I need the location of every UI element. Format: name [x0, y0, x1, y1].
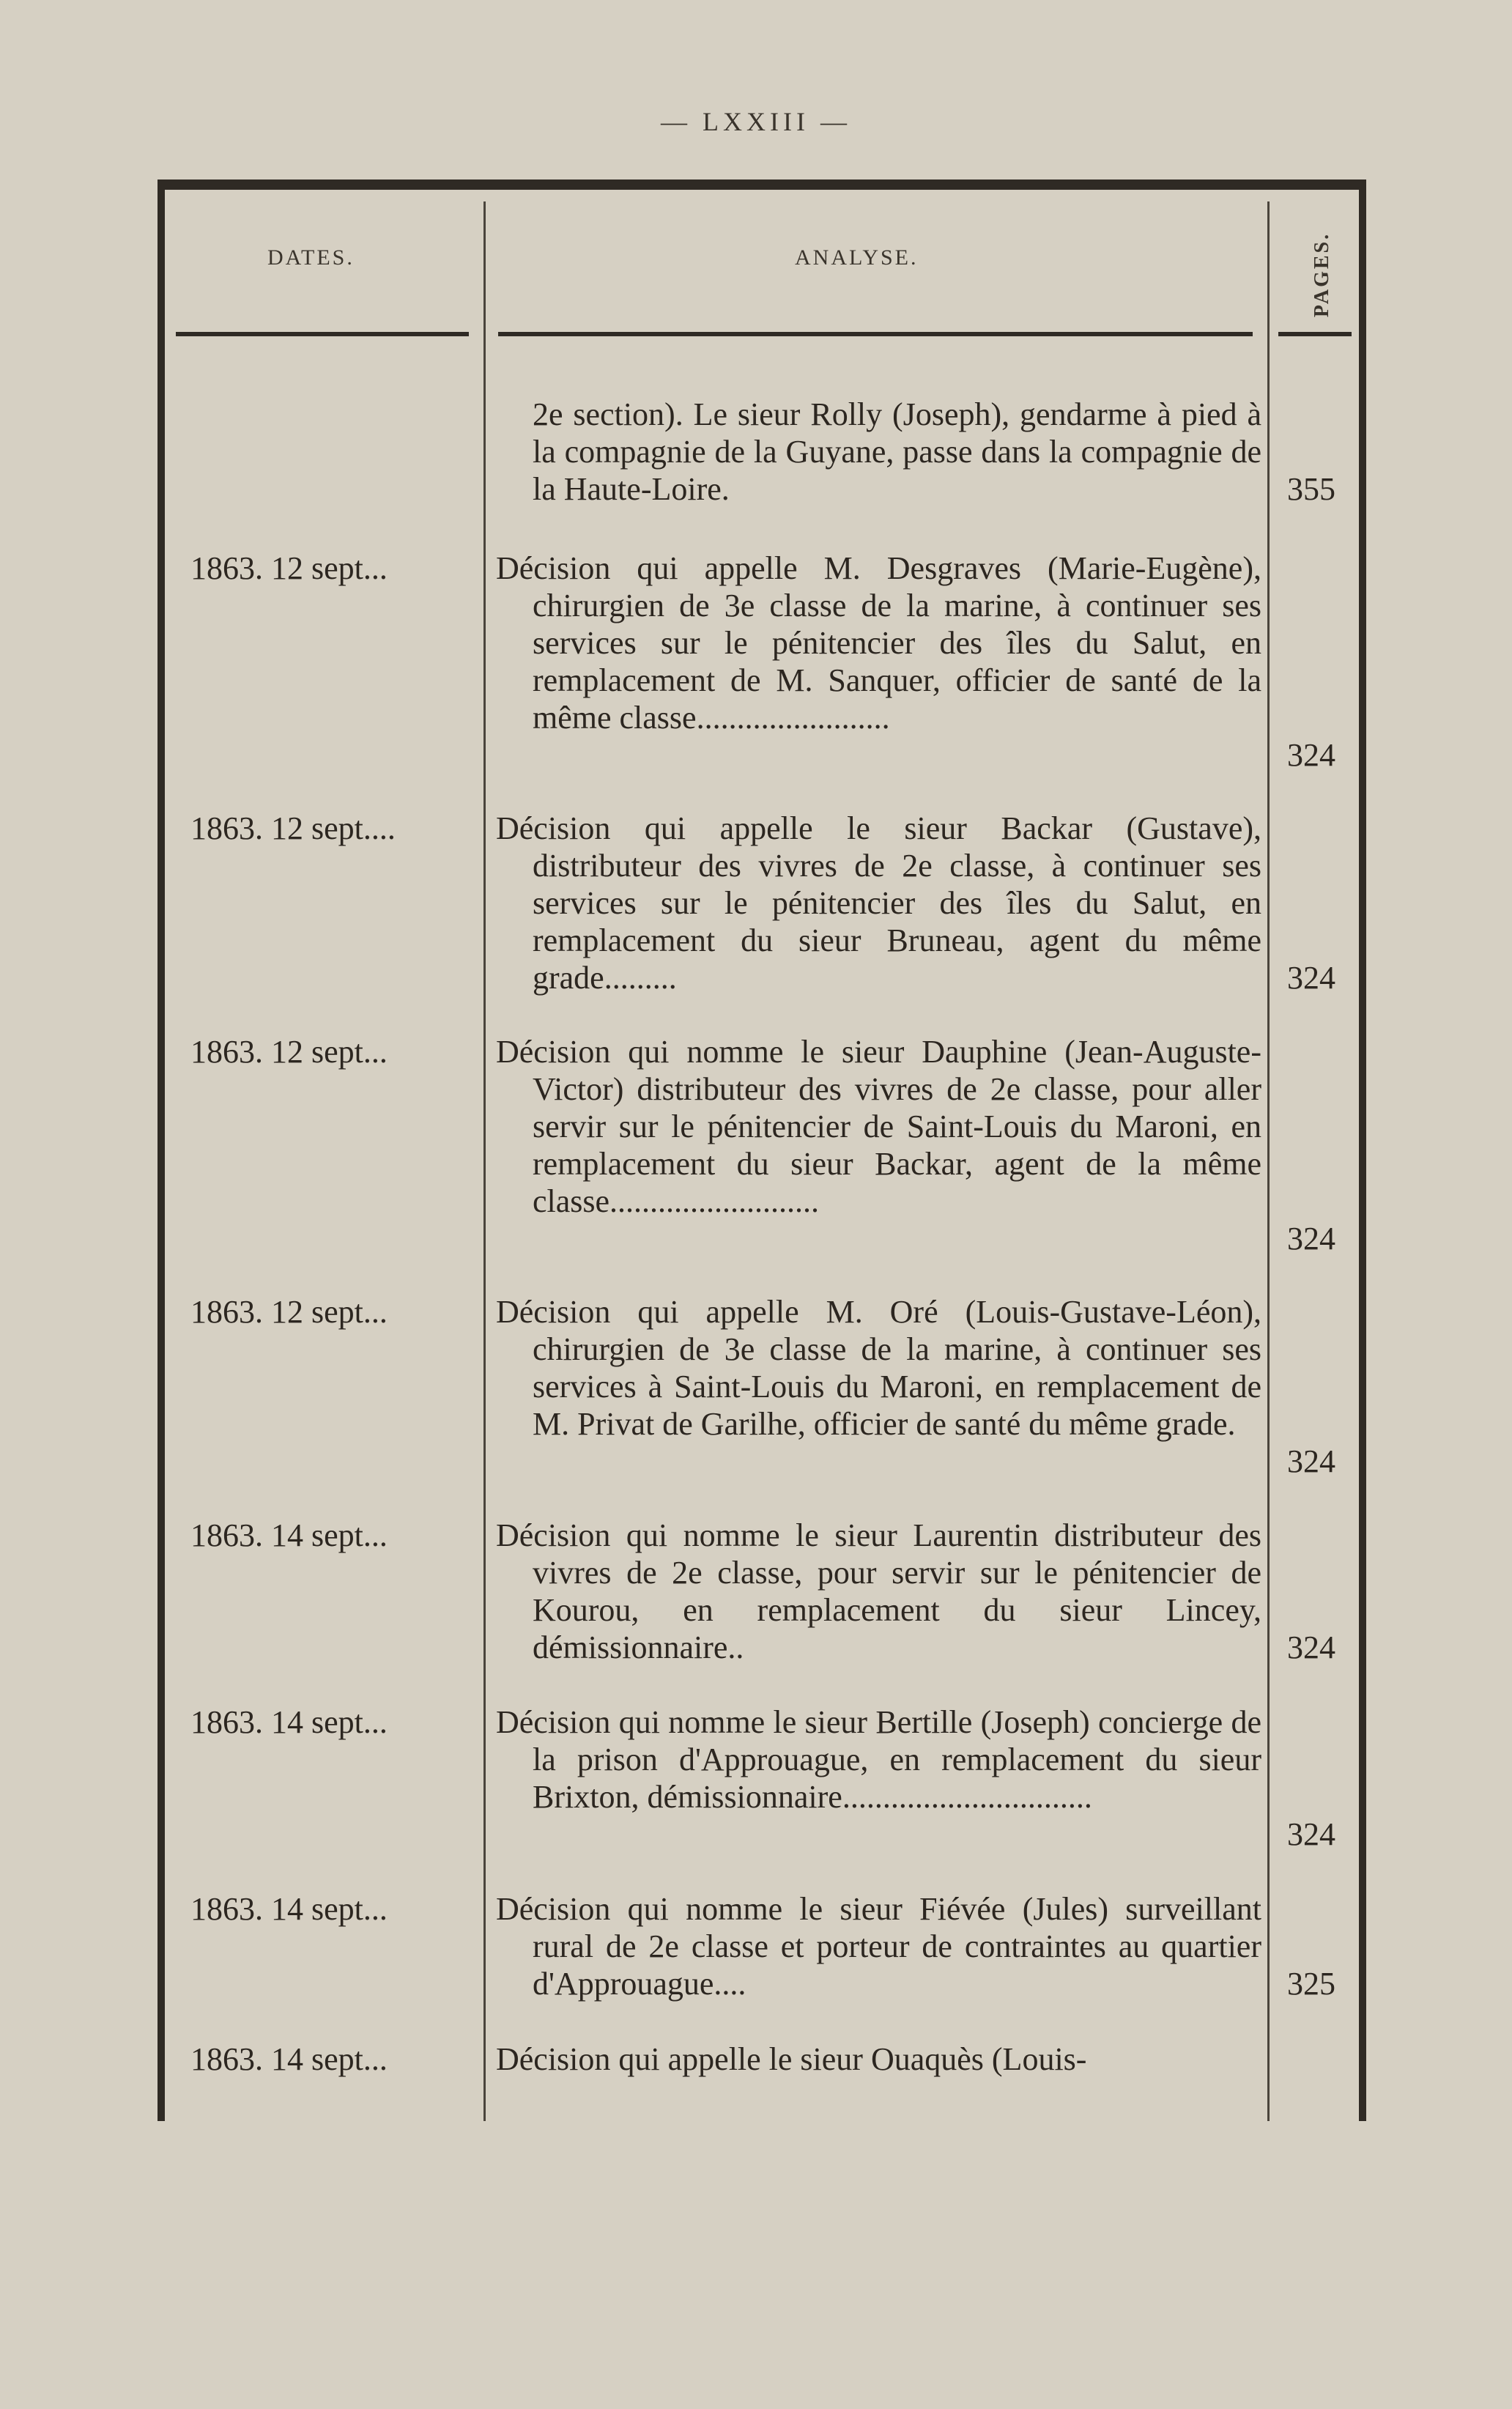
entry-page: 355	[1287, 471, 1335, 507]
entry-date: 1863. 14 sept...	[190, 1891, 388, 1927]
column-divider-pages	[1267, 201, 1270, 2121]
entry-text-body: Décision qui appelle le sieur Ouaquès (Louis-	[496, 2041, 1087, 2077]
column-header-date: DATES.	[267, 245, 355, 270]
entry-text-body: Décision qui nomme le sieur Fiévée (Jules) surveillant rural de 2e classe et porteur de contraintes au quartier d'Approuague....	[496, 1891, 1261, 2002]
column-divider-date	[483, 201, 486, 2121]
entry-text-body: Décision qui nomme le sieur Dauphine (Jean-Auguste-Victor) distributeur des vivres de 2e classe, pour aller servir sur le pénitencier de Saint-Louis du Maroni, en remplacement du sieur Backar, agent de la même classe..........................	[496, 1034, 1261, 1219]
entry-date: 1863. 12 sept...	[190, 1294, 388, 1330]
entry-text	[496, 2040, 1261, 2078]
entry-text-body: 2e section). Le sieur Rolly (Joseph), gendarme à pied à la compagnie de la Guyane, passe dans la compagnie de la Haute-Loire.	[533, 396, 1261, 507]
entry-text-body: Décision qui nomme le sieur Bertille (Joseph) concierge de la prison d'Approuague, en remplacement du sieur Brixton, démissionnaire...............................	[496, 1704, 1261, 1815]
header-rule-pages	[1278, 332, 1352, 336]
entry-text	[496, 810, 1261, 996]
header-rule-analyse	[498, 332, 1253, 336]
entry-text	[496, 1890, 1261, 2002]
entry-date: 1863. 14 sept...	[190, 2041, 388, 2077]
top-rule	[158, 180, 1366, 190]
entry-text	[496, 1517, 1261, 1666]
column-header-analyse: ANALYSE.	[795, 245, 919, 270]
entry-text	[496, 1703, 1261, 1816]
entry-text	[496, 1033, 1261, 1220]
entry-text	[496, 1293, 1261, 1443]
entry-date: 1863. 12 sept...	[190, 550, 388, 586]
header-rule-date	[176, 332, 469, 336]
entry-date: 1863. 14 sept...	[190, 1704, 388, 1740]
entry-date: 1863. 14 sept...	[190, 1517, 388, 1553]
column-header-pages-label: PAGES.	[1311, 232, 1333, 318]
entry-page: 324	[1287, 1816, 1335, 1852]
register-table	[158, 180, 1366, 2121]
entry-page: 324	[1287, 737, 1335, 773]
right-border	[1359, 180, 1366, 2121]
entry-date: 1863. 12 sept...	[190, 1034, 388, 1070]
entry-date: 1863. 12 sept....	[190, 810, 396, 846]
entry-text-body: Décision qui appelle M. Oré (Louis-Gustave-Léon), chirurgien de 3e classe de la marine, à continuer ses services à Saint-Louis du Maroni, en remplacement de M. Privat de Garilhe, officier de santé du même grade.	[496, 1294, 1261, 1442]
entry-page: 324	[1287, 960, 1335, 996]
entry-text-body: Décision qui appelle M. Desgraves (Marie-Eugène), chirurgien de 3e classe de la marine, à continuer ses services sur le pénitencier des îles du Salut, en remplacement de M. Sanquer, officier de santé de la même classe........................	[496, 550, 1261, 736]
entry-page: 324	[1287, 1221, 1335, 1257]
column-header-pages	[1289, 223, 1355, 326]
entry-page: 325	[1287, 1966, 1335, 2002]
left-border	[158, 180, 165, 2121]
entry-page: 324	[1287, 1629, 1335, 1665]
entry-text-body: Décision qui appelle le sieur Backar (Gustave), distributeur des vivres de 2e classe, à continuer ses services sur le pénitencier des îles du Salut, en remplacement du sieur Bruneau, agent du même grade.........	[496, 810, 1261, 996]
entry-text	[496, 396, 1261, 508]
entry-page: 324	[1287, 1443, 1335, 1479]
entry-text	[496, 549, 1261, 736]
entry-text-body: Décision qui nomme le sieur Laurentin distributeur des vivres de 2e classe, pour servir sur le pénitencier de Kourou, en remplacement du sieur Lincey, démissionnaire..	[496, 1517, 1261, 1665]
page-header: — LXXIII —	[661, 107, 851, 136]
